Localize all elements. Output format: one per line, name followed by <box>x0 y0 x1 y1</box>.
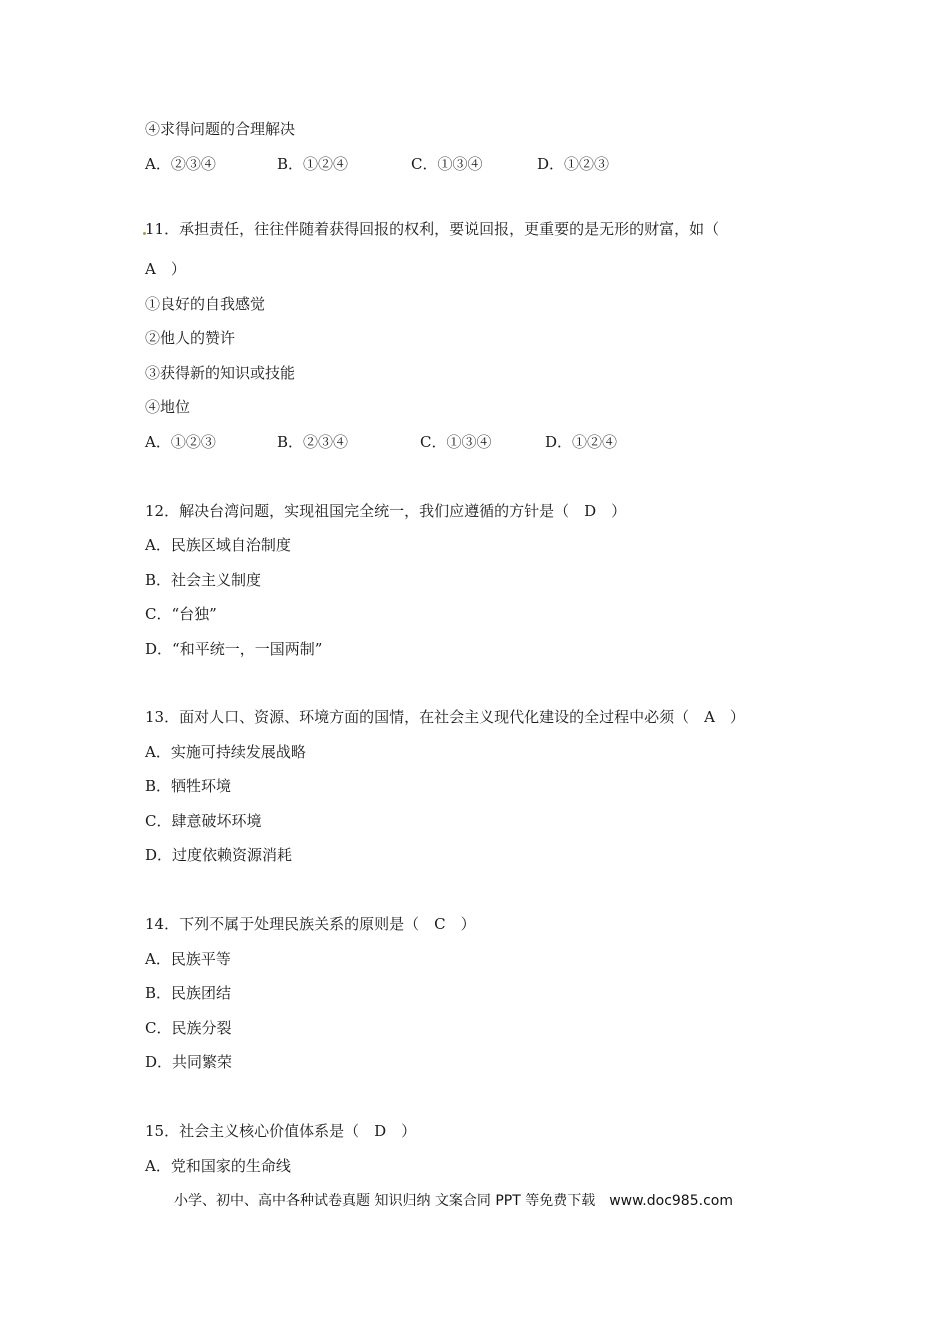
q12-option-d: D．“和平统一，一国两制” <box>145 640 323 658</box>
q12-option-c: C．“台独” <box>145 605 217 623</box>
q11-option-c: C．①③④ <box>420 433 492 451</box>
q15-stem: 15．社会主义核心价值体系是（ D ） <box>145 1122 417 1140</box>
q14-option-a: A．民族平等 <box>145 950 231 968</box>
q11-option-d: D．①②④ <box>545 433 618 451</box>
q14-stem: 14．下列不属于处理民族关系的原则是（ C ） <box>145 915 476 933</box>
q11-option-a: A．①②③ <box>145 433 216 451</box>
q11-answer: A ） <box>145 260 186 278</box>
q11-stem: 11．承担责任，往往伴随着获得回报的权利，要说回报，更重要的是无形的财富，如（ <box>145 220 720 238</box>
page-footer: 小学、初中、高中各种试卷真题 知识归纳 文案合同 PPT 等免费下载 www.doc985.com <box>174 1193 733 1209</box>
q11-item-1: ①良好的自我感觉 <box>145 295 266 313</box>
q12-option-b: B．社会主义制度 <box>145 571 262 589</box>
q10-option-a: A．②③④ <box>145 155 216 173</box>
q10-item-4: ④求得问题的合理解决 <box>145 120 296 138</box>
q11-item-4: ④地位 <box>145 398 191 416</box>
q13-option-b: B．牺牲环境 <box>145 777 232 795</box>
q14-option-b: B．民族团结 <box>145 984 232 1002</box>
q13-option-c: C．肆意破坏环境 <box>145 812 262 830</box>
q10-options <box>145 154 665 174</box>
q10-option-b: B．①②④ <box>277 155 349 173</box>
q12-stem: 12．解决台湾问题，实现祖国完全统一，我们应遵循的方针是（ D ） <box>145 502 627 520</box>
q11-item-3: ③获得新的知识或技能 <box>145 364 296 382</box>
q11-options <box>145 432 665 452</box>
q13-option-d: D．过度依赖资源消耗 <box>145 846 293 864</box>
q10-option-d: D．①②③ <box>537 155 610 173</box>
q13-option-a: A．实施可持续发展战略 <box>145 743 306 761</box>
q15-option-a: A．党和国家的生命线 <box>145 1157 291 1175</box>
q11-option-b: B．②③④ <box>277 433 349 451</box>
q12-option-a: A．民族区域自治制度 <box>145 536 291 554</box>
q11-item-2: ②他人的赞许 <box>145 329 236 347</box>
q14-option-d: D．共同繁荣 <box>145 1053 233 1071</box>
q13-stem: 13．面对人口、资源、环境方面的国情，在社会主义现代化建设的全过程中必须（ A ） <box>145 708 745 726</box>
q14-option-c: C．民族分裂 <box>145 1019 232 1037</box>
q10-option-c: C．①③④ <box>411 155 483 173</box>
